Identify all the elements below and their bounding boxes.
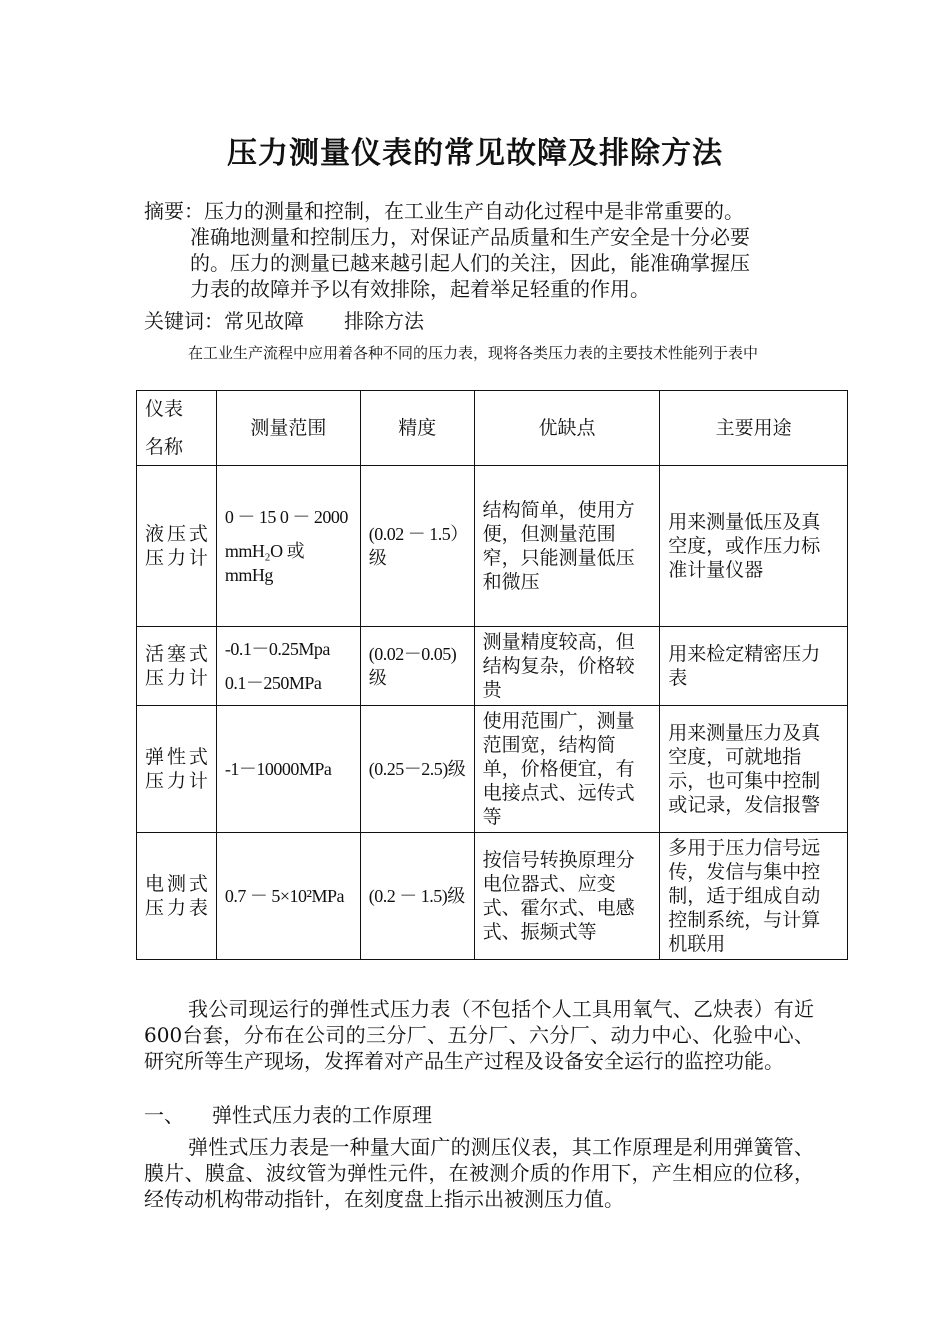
header-usage: 主要用途 — [660, 391, 848, 466]
paragraph-working-principle: 弹性式压力表是一种量大面广的测压仪表，其工作原理是利用弹簧管、膜片、膜盒、波纹管为弹性元件，在被测介质的作用下，产生相应的位移，经传动机构带动指针，在刻度盘上指示出被测压力值。 — [144, 1135, 814, 1211]
pressure-gauge-table — [136, 390, 848, 960]
table-row — [137, 833, 848, 960]
cell-usage: 用来测量压力及真空度，可就地指示，也可集中控制或记录，发信报警 — [660, 706, 848, 833]
cell-range: 0.7 － 5×10²MPa — [216, 833, 360, 960]
table-row — [137, 706, 848, 833]
cell-range: -1－10000MPa — [216, 706, 360, 833]
cell-pros-cons: 按信号转换原理分电位器式、应变式、霍尔式、电感式、振频式等 — [474, 833, 660, 960]
abstract — [144, 198, 814, 302]
paragraph-company-gauges: 我公司现运行的弹性式压力表（不包括个人工具用氧气、乙炔表）有近600台套，分布在公司的三分厂、五分厂、六分厂、动力中心、化验中心、研究所等生产现场，发挥着对产品生产过程及设备安全运行的监控功能。 — [144, 997, 814, 1073]
header-pros-cons: 优缺点 — [474, 391, 660, 466]
cell-accuracy: (0.2 － 1.5)级 — [360, 833, 474, 960]
cell-range: -0.1－0.25Mpa 0.1－250MPa — [216, 627, 360, 706]
cell-usage: 用来检定精密压力表 — [660, 627, 848, 706]
keywords-label: 关键词： — [144, 309, 224, 333]
cell-name: 电测式压力表 — [137, 833, 217, 960]
cell-usage: 多用于压力信号远传，发信与集中控制，适于组成自动控制系统，与计算机联用 — [660, 833, 848, 960]
keyword-2: 排除方法 — [344, 309, 424, 333]
table-row — [137, 466, 848, 627]
section-title: 弹性式压力表的工作原理 — [212, 1103, 432, 1127]
header-accuracy: 精度 — [360, 391, 474, 466]
cell-accuracy: (0.02 － 1.5）级 — [360, 466, 474, 627]
cell-usage: 用来测量低压及真空度，或作压力标准计量仪器 — [660, 466, 848, 627]
abstract-line-1: 压力的测量和控制，在工业生产自动化过程中是非常重要的。 — [204, 199, 744, 223]
cell-name: 液压式压力计 — [137, 466, 217, 627]
abstract-line-2: 准确地测量和控制压力，对保证产品质量和生产安全是十分必要 — [190, 225, 750, 249]
table-intro: 在工业生产流程中应用着各种不同的压力表，现将各类压力表的主要技术性能列于表中 — [188, 344, 759, 362]
cell-range: 0 － 15 0 － 2000 mmH₂O 或 mmHg — [216, 466, 360, 627]
keyword-1: 常见故障 — [224, 309, 304, 333]
header-range: 测量范围 — [216, 391, 360, 466]
cell-pros-cons: 结构简单，使用方便，但测量范围窄，只能测量低压和微压 — [474, 466, 660, 627]
document-title: 压力测量仪表的常见故障及排除方法 — [227, 136, 723, 171]
cell-pros-cons: 测量精度较高，但结构复杂，价格较贵 — [474, 627, 660, 706]
cell-accuracy: (0.02－0.05)级 — [360, 627, 474, 706]
header-name: 仪表 名称 — [137, 391, 217, 466]
abstract-label: 摘要： — [144, 199, 204, 223]
abstract-line-3: 的。压力的测量已越来越引起人们的关注，因此，能准确掌握压 — [190, 251, 750, 275]
keywords — [144, 308, 424, 334]
cell-pros-cons: 使用范围广，测量范围宽，结构简单，价格便宜，有电接点式、远传式等 — [474, 706, 660, 833]
cell-name: 弹性式压力计 — [137, 706, 217, 833]
table-row — [137, 627, 848, 706]
section-index: 一、 — [144, 1103, 184, 1127]
cell-name: 活塞式压力计 — [137, 627, 217, 706]
cell-accuracy: (0.25－2.5)级 — [360, 706, 474, 833]
section-heading-1 — [144, 1102, 432, 1128]
abstract-line-4: 力表的故障并予以有效排除，起着举足轻重的作用。 — [190, 277, 650, 301]
table-header-row — [137, 391, 848, 466]
